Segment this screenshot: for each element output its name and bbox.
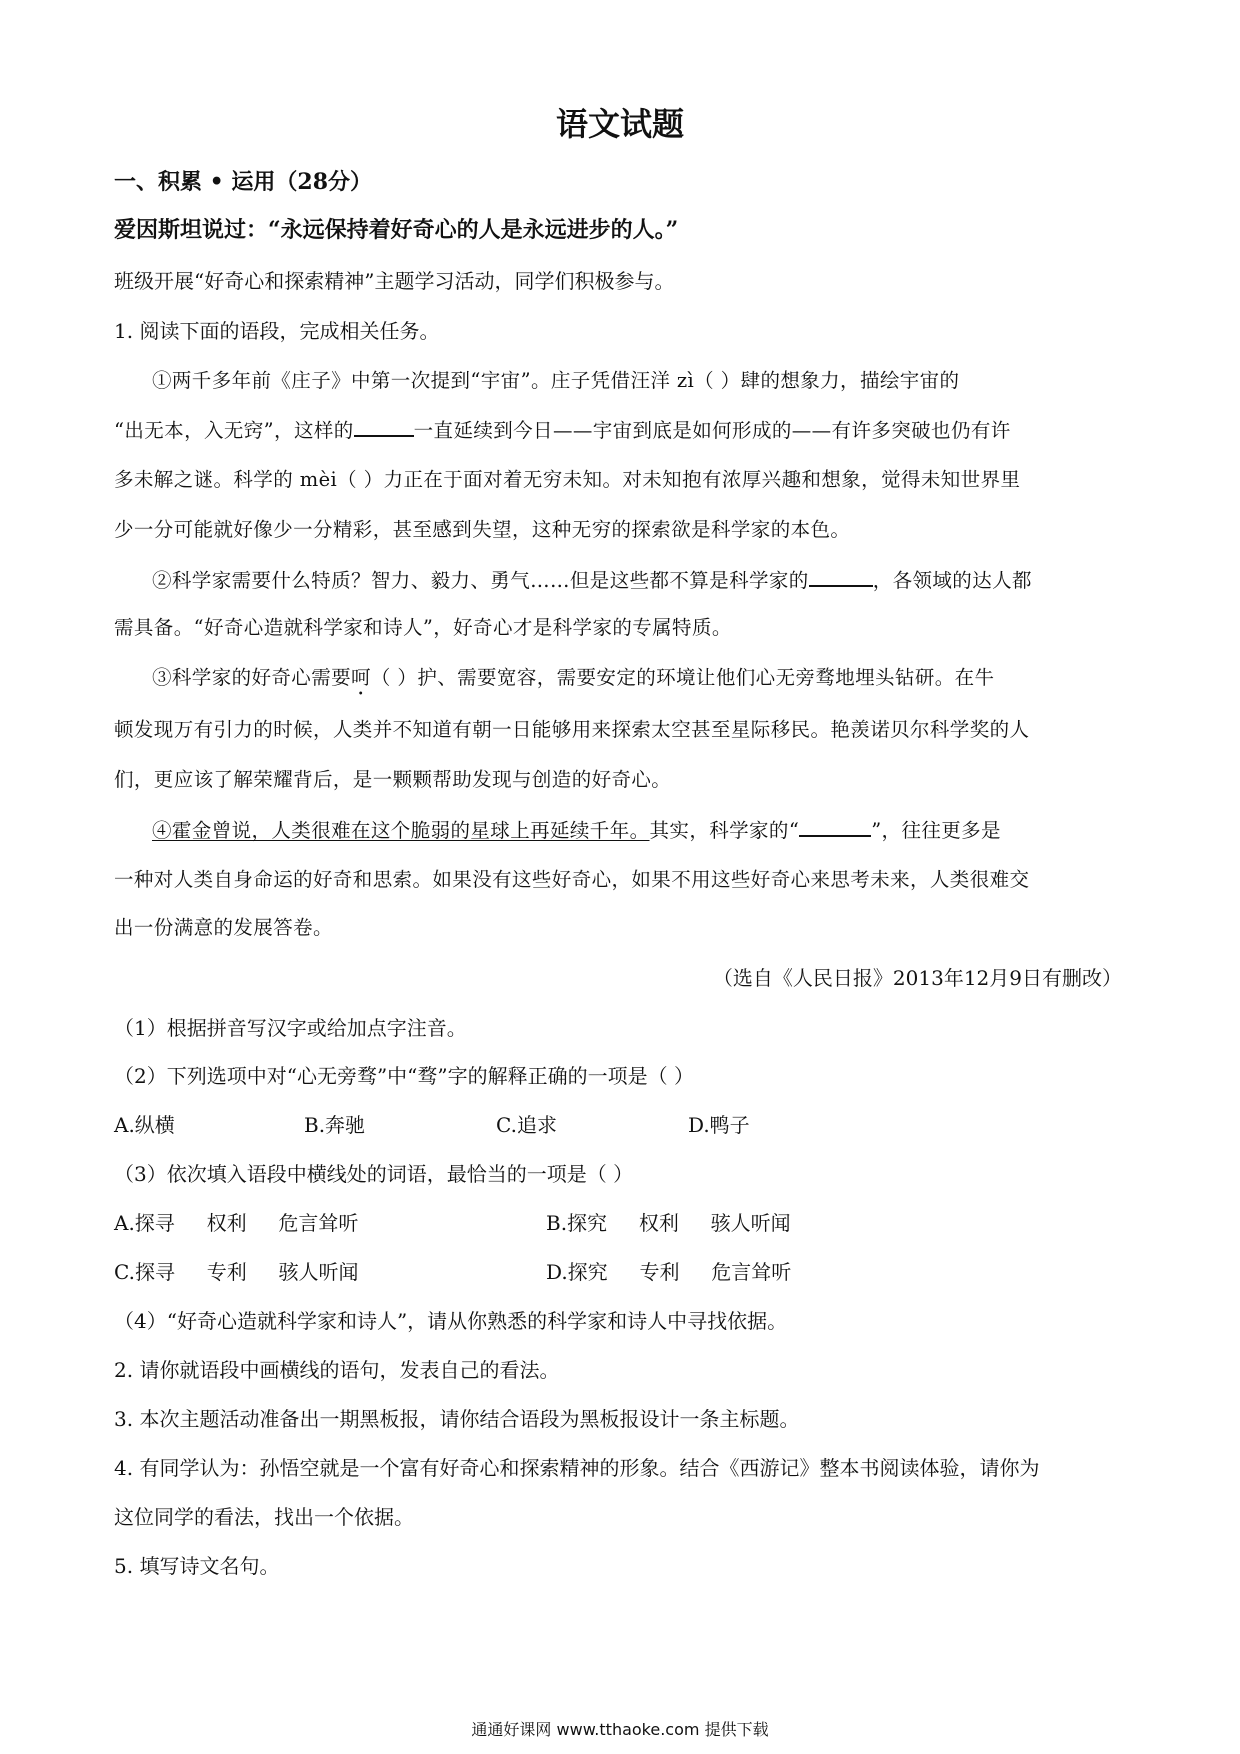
passage-p2-line1 bbox=[152, 565, 1032, 596]
fill-blank-3 bbox=[799, 815, 871, 837]
option-a: A.探寻 权利 危言耸听 bbox=[114, 1211, 359, 1235]
option-a: A.纵横 bbox=[114, 1113, 175, 1137]
passage-p1-line3: 多未解之谜。科学的 mèi（ ）力正在于面对着无穷未知。对未知抱有浓厚兴趣和想象，觉得未知世界里 bbox=[114, 468, 1021, 491]
activity-intro: 班级开展“好奇心和探索精神”主题学习活动，同学们积极参与。 bbox=[114, 269, 675, 293]
footer-suffix: 提供下载 bbox=[704, 1720, 769, 1739]
page-footer bbox=[0, 1718, 1240, 1742]
passage-text: 一直延续到今日——宇宙到底是如何形成的——有许多突破也仍有许 bbox=[413, 419, 1011, 442]
passage-p4-line1 bbox=[152, 815, 1001, 846]
passage-text: ②科学家需要什么特质？智力、毅力、勇气……但是这些都不算是科学家的 bbox=[152, 569, 809, 592]
passage-p1-line1: ①两千多年前《庄子》中第一次提到“宇宙”。庄子凭借汪洋 zì（ ）肆的想象力，描绘宇宙的 bbox=[152, 369, 960, 392]
einstein-quote: 爱因斯坦说过：“永远保持着好奇心的人是永远进步的人。” bbox=[114, 217, 679, 243]
passage-p3-line1 bbox=[152, 663, 994, 700]
sub-question-1: （1）根据拼音写汉字或给加点字注音。 bbox=[114, 1016, 467, 1040]
passage-p4-line3: 出一份满意的发展答卷。 bbox=[114, 916, 333, 939]
question-5: 5. 填写诗文名句。 bbox=[114, 1554, 280, 1578]
option-b: B.探究 权利 骇人听闻 bbox=[546, 1211, 791, 1235]
passage-text: （ ）护、需要宽容，需要安定的环境让他们心无旁骛地埋头钻研。在牛 bbox=[370, 666, 995, 689]
fill-blank-2 bbox=[809, 565, 873, 587]
section-heading: 一、积累 • 运用（28分） bbox=[114, 169, 372, 195]
footer-url-link[interactable]: www.tthaoke.com bbox=[556, 1720, 700, 1739]
sub-question-2: （2）下列选项中对“心无旁骛”中“骛”字的解释正确的一项是（ ） bbox=[114, 1064, 694, 1088]
option-b: B.奔驰 bbox=[304, 1113, 366, 1137]
dotted-character: 呵 bbox=[351, 666, 371, 689]
sub-question-4: （4）“好奇心造就科学家和诗人”，请从你熟悉的科学家和诗人中寻找依据。 bbox=[114, 1309, 788, 1333]
passage-p1-line2 bbox=[114, 415, 1011, 446]
footer-site-name: 通通好课网 bbox=[471, 1720, 552, 1739]
page-title: 语文试题 bbox=[555, 105, 684, 143]
passage-p2-line2: 需具备。“好奇心造就科学家和诗人”，好奇心才是科学家的专属特质。 bbox=[114, 616, 732, 639]
passage-p1-line4: 少一分可能就好像少一分精彩，甚至感到失望，这种无穷的探索欲是科学家的本色。 bbox=[114, 518, 851, 541]
passage-source: （选自《人民日报》2013年12月9日有删改） bbox=[712, 966, 1122, 990]
fill-blank-1 bbox=[354, 415, 414, 437]
option-c: C.探寻 专利 骇人听闻 bbox=[114, 1260, 359, 1284]
option-d: D.探究 专利 危言耸听 bbox=[546, 1260, 792, 1284]
passage-text: ③科学家的好奇心需要 bbox=[152, 666, 352, 689]
sub-question-3: （3）依次填入语段中横线处的词语，最恰当的一项是（ ） bbox=[114, 1162, 634, 1186]
passage-text: ”，往往更多是 bbox=[871, 819, 1001, 842]
passage-text: ，各领域的达人都 bbox=[872, 569, 1032, 592]
passage-p4-line2: 一种对人类自身命运的好奇和思索。如果没有这些好奇心，如果不用这些好奇心来思考未来，人类很难交 bbox=[114, 868, 1030, 891]
question-1-stem: 1. 阅读下面的语段，完成相关任务。 bbox=[114, 319, 440, 343]
question-4-line2: 这位同学的看法，找出一个依据。 bbox=[114, 1505, 414, 1529]
question-2: 2. 请你就语段中画横线的语句，发表自己的看法。 bbox=[114, 1358, 560, 1382]
question-3: 3. 本次主题活动准备出一期黑板报，请你结合语段为黑板报设计一条主标题。 bbox=[114, 1407, 800, 1431]
passage-text: 其实，科学家的“ bbox=[649, 819, 800, 842]
underlined-sentence: ④霍金曾说，人类很难在这个脆弱的星球上再延续千年。 bbox=[152, 819, 650, 842]
passage-p3-line3: 们，更应该了解荣耀背后，是一颗颗帮助发现与创造的好奇心。 bbox=[114, 768, 672, 791]
option-c: C.追求 bbox=[496, 1113, 557, 1137]
passage-p3-line2: 顿发现万有引力的时候，人类并不知道有朝一日能够用来探索太空甚至星际移民。艳羡诺贝尔科学奖的人 bbox=[114, 718, 1030, 741]
passage-text: “出无本，入无窍”，这样的 bbox=[114, 419, 354, 442]
question-4-line1: 4. 有同学认为：孙悟空就是一个富有好奇心和探索精神的形象。结合《西游记》整本书阅读体验，请你为 bbox=[114, 1456, 1040, 1480]
option-d: D.鸭子 bbox=[688, 1113, 750, 1137]
